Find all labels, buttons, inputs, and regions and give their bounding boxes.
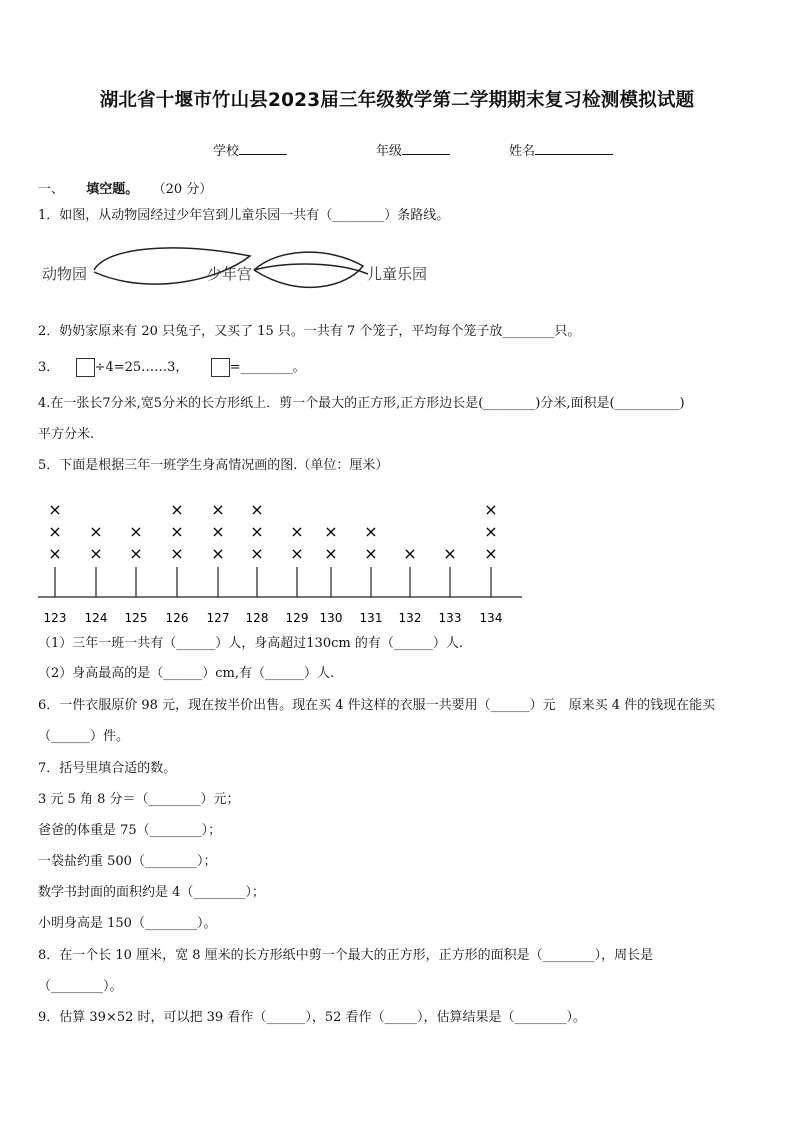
question-7-item: 数学书封面的面积约是 4（________）； <box>38 885 265 900</box>
tick-label: 133 <box>438 611 462 625</box>
data-mark: × <box>484 522 498 541</box>
data-mark: × <box>290 544 304 563</box>
grade-field[interactable] <box>376 140 450 159</box>
data-mark: × <box>211 522 225 541</box>
data-mark: × <box>290 522 304 541</box>
question-8-line-1: 8．在一个长 10 厘米，宽 8 厘米的长方形纸中剪一个最大的正方形，正方形的面积是（________），周长是 <box>38 948 654 963</box>
school-field[interactable] <box>213 140 287 159</box>
question-9-text: 9．估算 39×52 时，可以把 39 看作（______），52 看作（_____），估算结果是（________）。 <box>38 1010 586 1025</box>
tick-label: 123 <box>43 611 67 625</box>
tick-label: 125 <box>124 611 148 625</box>
question-7-item: 小明身高是 150（________）。 <box>38 916 217 931</box>
data-mark: × <box>170 522 184 541</box>
tick-label: 127 <box>206 611 230 625</box>
question-3-part-2: =________。 <box>229 360 306 375</box>
tick-label: 126 <box>165 611 189 625</box>
question-7-item: 一袋盐约重 500（________）； <box>38 854 217 869</box>
data-mark: × <box>403 544 417 563</box>
section-score: （20 分） <box>152 182 213 197</box>
tick-label: 128 <box>245 611 269 625</box>
data-mark: × <box>170 500 184 519</box>
data-mark: × <box>250 544 264 563</box>
route-path-palace-park-2 <box>254 264 368 274</box>
tick-label: 124 <box>84 611 108 625</box>
question-3 <box>38 358 306 377</box>
question-1-text: 1．如图，从动物园经过少年宫到儿童乐园一共有（________）条路线。 <box>38 208 450 223</box>
tick-label: 132 <box>398 611 422 625</box>
question-6-line-2: （______）件。 <box>38 729 130 744</box>
answer-box-1[interactable] <box>76 358 95 377</box>
height-line-plot <box>36 492 536 632</box>
section-heading <box>38 182 212 198</box>
question-4-line-2: 平方分米. <box>38 427 95 442</box>
place-youth-palace: 少年宫 <box>207 265 253 283</box>
question-4-line-1: 4.在一张长7分米,宽5分米的长方形纸上．剪一个最大的正方形,正方形边长是(________)分米,面积是(__________) <box>38 396 685 411</box>
data-mark: × <box>484 500 498 519</box>
grade-blank[interactable] <box>402 142 450 155</box>
grade-label: 年级 <box>376 144 403 159</box>
data-mark: × <box>48 500 62 519</box>
section-label: 一、 <box>38 182 65 197</box>
data-mark: × <box>129 522 143 541</box>
place-zoo: 动物园 <box>42 265 88 283</box>
data-mark: × <box>250 500 264 519</box>
question-7-text: 7．括号里填合适的数。 <box>38 761 177 776</box>
data-mark: × <box>364 522 378 541</box>
data-mark: × <box>89 544 103 563</box>
question-5-sub-1: （1）三年一班一共有（______）人，身高超过130cm 的有（______）人. <box>38 636 463 651</box>
data-mark: × <box>324 544 338 563</box>
data-mark: × <box>484 544 498 563</box>
question-7-item: 3 元 5 角 8 分＝（________）元； <box>38 792 240 807</box>
data-mark: × <box>89 522 103 541</box>
data-mark: × <box>443 544 457 563</box>
question-8-line-2: （________）。 <box>38 979 123 994</box>
data-mark: × <box>48 544 62 563</box>
tick-label: 134 <box>479 611 503 625</box>
tick-label: 131 <box>359 611 383 625</box>
data-mark: × <box>324 522 338 541</box>
question-2-text: 2．奶奶家原来有 20 只兔子，又买了 15 只。一共有 7 个笼子，平均每个笼子放________只。 <box>38 324 581 339</box>
place-childrens-park: 儿童乐园 <box>367 265 428 283</box>
data-mark: × <box>129 544 143 563</box>
question-7-item: 爸爸的体重是 75（________）； <box>38 823 222 838</box>
data-mark: × <box>211 544 225 563</box>
question-3-number: 3． <box>38 360 60 375</box>
name-field[interactable] <box>509 140 613 159</box>
question-5-text: 5．下面是根据三年一班学生身高情况画的图.（单位：厘米） <box>38 458 389 473</box>
tick-label: 130 <box>319 611 343 625</box>
name-blank[interactable] <box>535 142 613 155</box>
data-mark: × <box>211 500 225 519</box>
answer-box-2[interactable] <box>211 358 230 377</box>
data-mark: × <box>364 544 378 563</box>
data-mark: × <box>48 522 62 541</box>
page-title: 湖北省十堰市竹山县2023届三年级数学第二学期期末复习检测模拟试题 <box>99 90 695 111</box>
question-5-sub-2: （2）身高最高的是（______）cm,有（______）人. <box>38 666 335 681</box>
question-3-part-1: ÷4=25……3， <box>94 360 189 375</box>
question-6-line-1: 6．一件衣服原价 98 元，现在按半价出售。现在买 4 件这样的衣服一共要用（______）元 原来买 4 件的钱现在能买 <box>38 698 716 713</box>
school-blank[interactable] <box>239 142 287 155</box>
data-mark: × <box>170 544 184 563</box>
route-path-palace-park-1 <box>254 252 363 287</box>
data-mark: × <box>250 522 264 541</box>
school-label: 学校 <box>213 144 240 159</box>
section-title: 填空题。 <box>86 182 139 197</box>
name-label: 姓名 <box>509 144 536 159</box>
tick-label: 129 <box>285 611 309 625</box>
